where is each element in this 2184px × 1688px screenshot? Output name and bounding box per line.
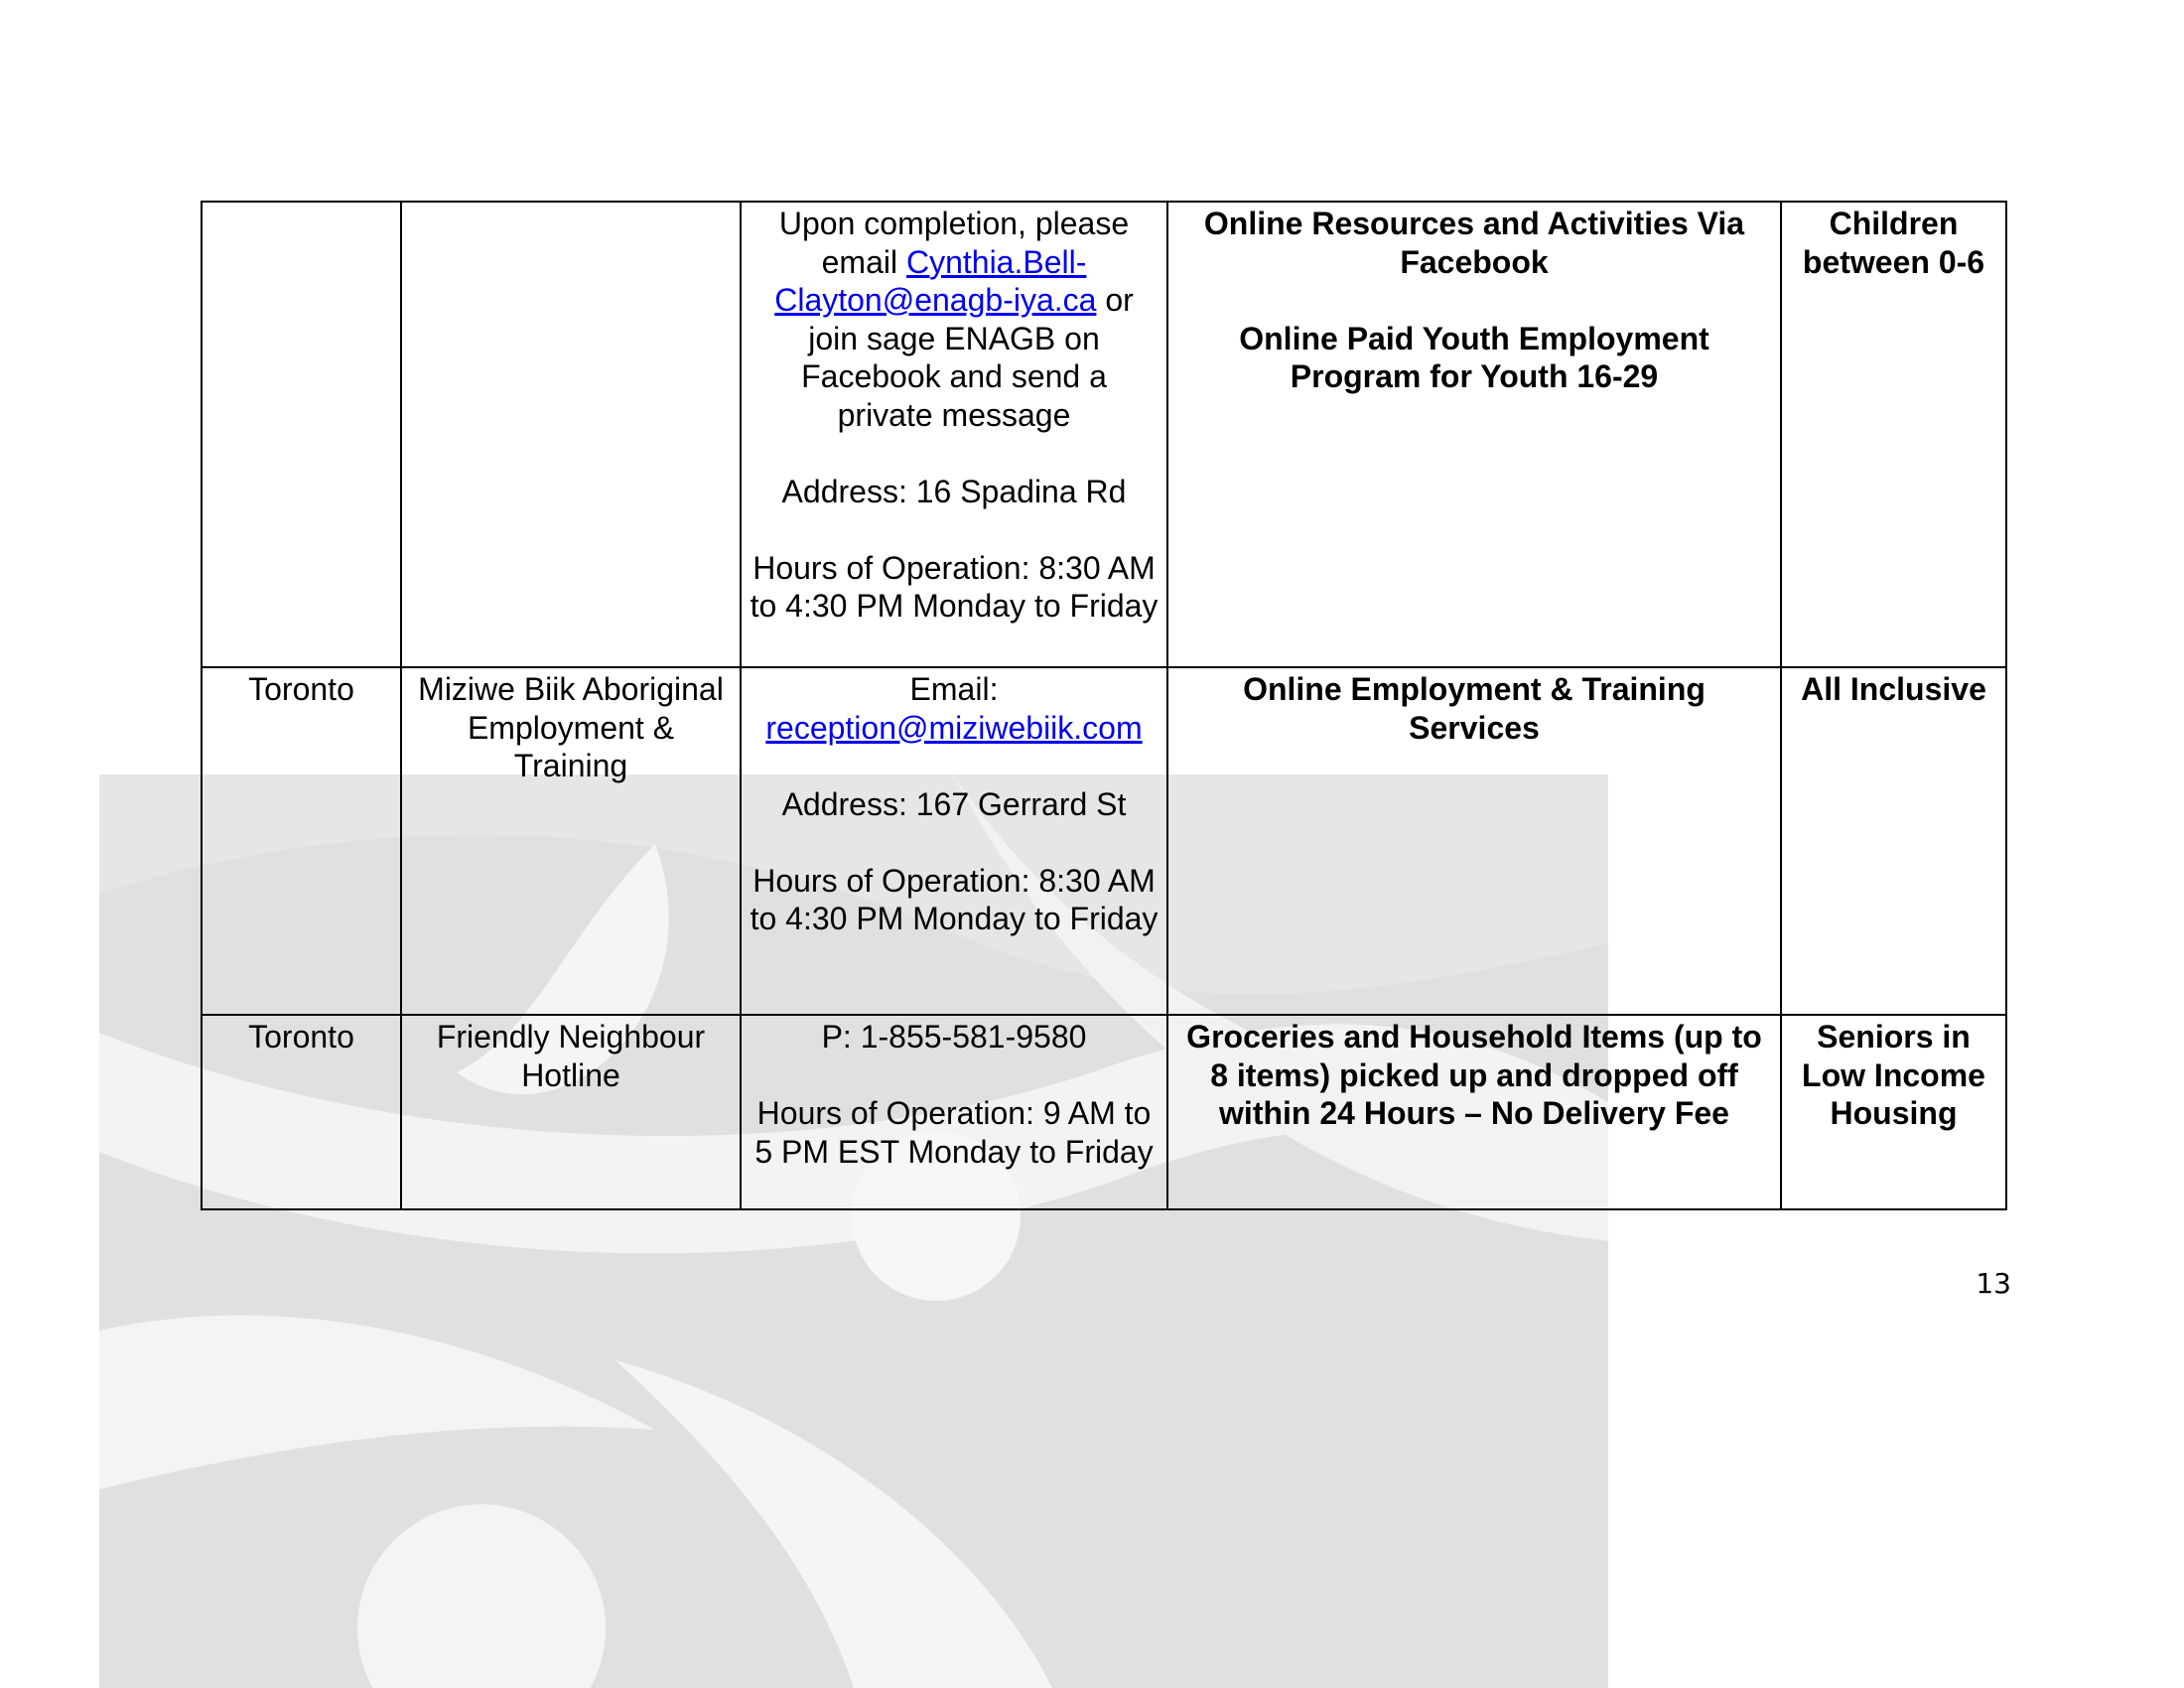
- table-row: [202, 1015, 2006, 1209]
- hours-text: Hours of Operation: 9 AM to 5 PM EST Monday to Friday: [754, 1095, 1154, 1170]
- location-cell: [202, 202, 401, 667]
- email-link[interactable]: reception@miziwebiik.com: [765, 709, 1143, 746]
- page-number: 13: [1976, 1267, 2011, 1300]
- contact-cell: [741, 202, 1167, 667]
- table-row: [202, 667, 2006, 1015]
- eligibility-cell: Children between 0-6: [1781, 202, 2006, 667]
- email-label: Email:: [909, 671, 999, 707]
- location-cell: Toronto: [202, 667, 401, 1015]
- contact-tail-text: or join sage ENAGB on Facebook and send a private message: [801, 282, 1134, 433]
- email-link[interactable]: Cynthia.Bell-Clayton@enagb-iya.ca: [774, 243, 1097, 318]
- services-cell: [1167, 1015, 1781, 1209]
- organization-cell: [401, 202, 741, 667]
- service-item: Online Resources and Activities Via Facebook: [1203, 206, 1745, 280]
- resources-table: [201, 201, 2007, 1210]
- organization-cell: Miziwe Biik Aboriginal Employment & Training: [401, 667, 741, 1015]
- address-text: Address: 16 Spadina Rd: [781, 473, 1127, 509]
- phone-text: P: 1-855-581-9580: [821, 1019, 1087, 1055]
- table-row: [202, 202, 2006, 667]
- address-text: Address: 167 Gerrard St: [781, 785, 1127, 822]
- service-item: Groceries and Household Items (up to 8 items) picked up and dropped off within 24 Hours – No Delivery Fee: [1186, 1019, 1762, 1131]
- services-cell: [1167, 667, 1781, 1015]
- eligibility-cell: Seniors in Low Income Housing: [1781, 1015, 2006, 1209]
- organization-cell: Friendly Neighbour Hotline: [401, 1015, 741, 1209]
- hours-text: Hours of Operation: 8:30 AM to 4:30 PM Monday to Friday: [750, 549, 1159, 624]
- hours-text: Hours of Operation: 8:30 AM to 4:30 PM Monday to Friday: [750, 862, 1159, 936]
- contact-cell: [741, 667, 1167, 1015]
- contact-cell: [741, 1015, 1167, 1209]
- services-cell: [1167, 202, 1781, 667]
- eligibility-cell: All Inclusive: [1781, 667, 2006, 1015]
- service-item: Online Employment & Training Services: [1243, 671, 1706, 746]
- location-cell: Toronto: [202, 1015, 401, 1209]
- service-item: Online Paid Youth Employment Program for Youth 16-29: [1239, 320, 1709, 394]
- contact-lead-text: Upon completion, please email: [778, 206, 1130, 280]
